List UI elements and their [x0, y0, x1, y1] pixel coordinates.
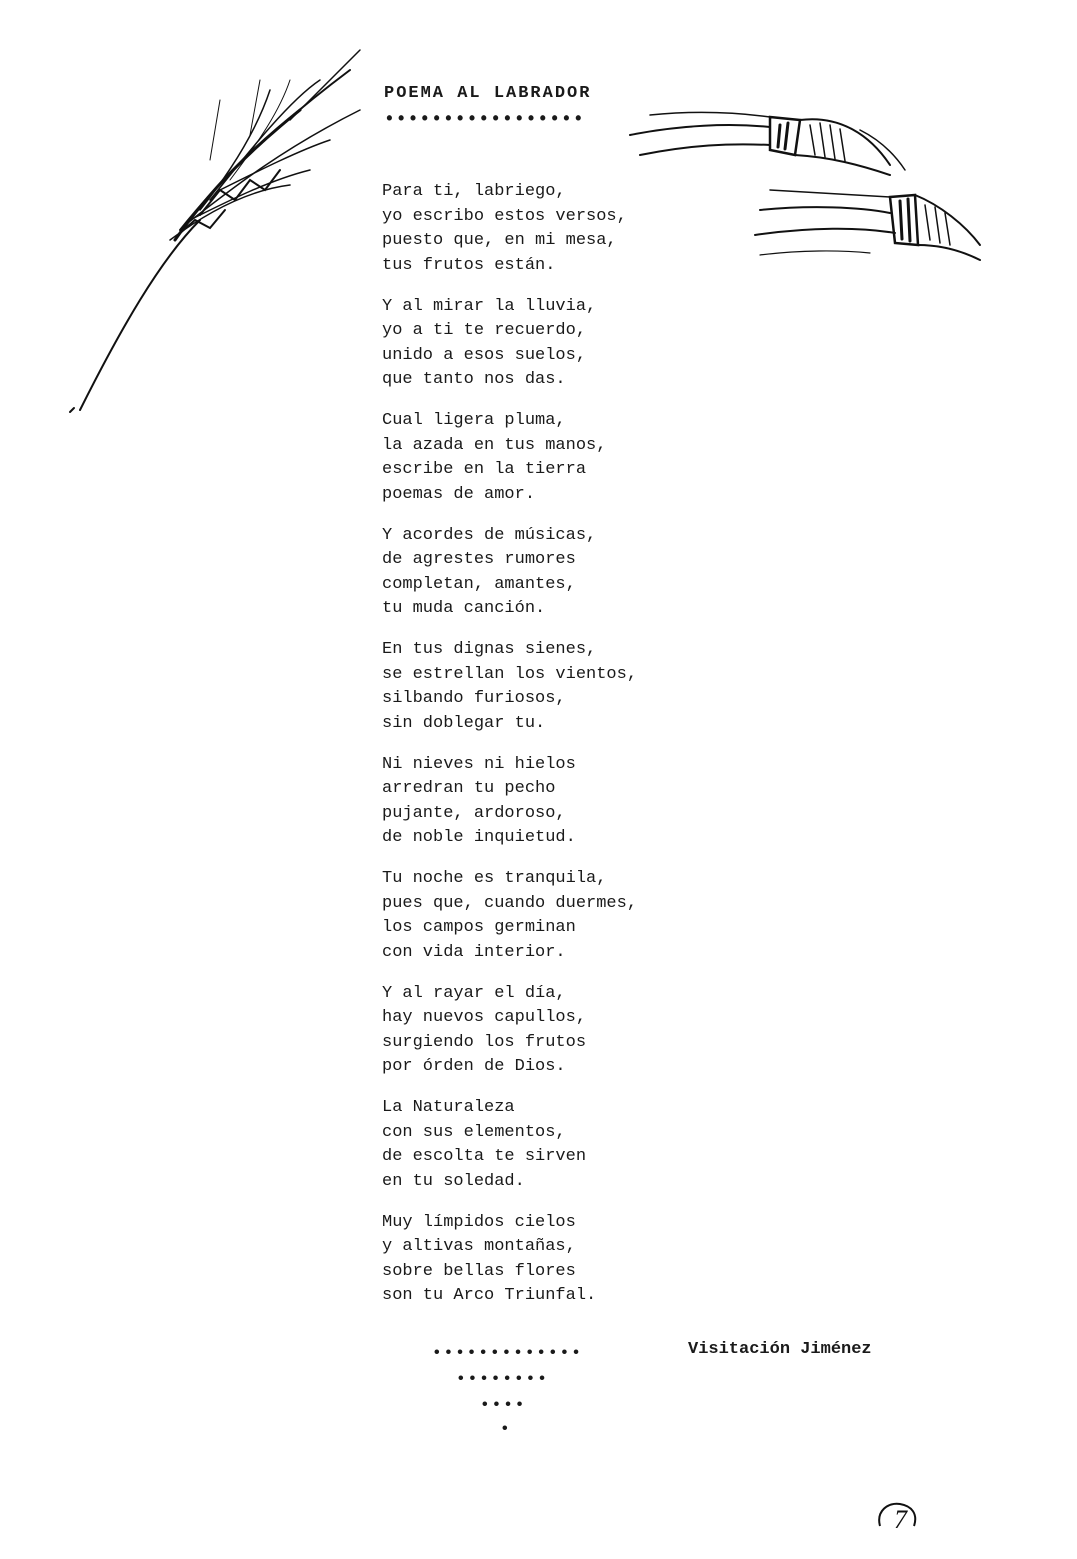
poem-line: tu muda canción. — [382, 599, 546, 618]
poem-line: Y acordes de músicas, — [382, 525, 597, 545]
poem-line: unido a esos suelos, — [382, 345, 587, 365]
poem-stanza — [382, 982, 682, 1080]
poem-line: completan, amantes, — [382, 574, 576, 594]
poem-line: que tanto nos das. — [382, 370, 566, 389]
poem-line: En tus dignas sienes, — [382, 640, 597, 659]
poem-line: Y al mirar la lluvia, — [382, 296, 597, 316]
poem-line: de escolta te sirven — [382, 1147, 587, 1166]
poem-line: yo a ti te recuerdo, — [382, 321, 587, 340]
svg-text:7: 7 — [894, 1505, 907, 1534]
poem-line: son tu Arco Triunfal. — [382, 1286, 597, 1305]
poem-line: hay nuevos capullos, — [382, 1008, 587, 1027]
poem-line: con sus elementos, — [382, 1122, 566, 1142]
footer-dotted-rule: ••••••••••••• — [432, 1344, 583, 1362]
poem-stanza — [382, 524, 682, 622]
poem-line: arredran tu pecho — [382, 779, 556, 798]
poem-stanza — [382, 753, 682, 851]
poem-line: Cual ligera pluma, — [382, 411, 566, 430]
poem-line: la azada en tus manos, — [382, 435, 607, 455]
poem-line: escribe en la tierra — [382, 460, 587, 479]
poem-line: surgiendo los frutos — [382, 1032, 587, 1052]
poem-line: sin doblegar tu. — [382, 713, 546, 733]
poem-stanza — [382, 409, 682, 507]
poem-line: Tu noche es tranquila, — [382, 869, 607, 888]
poem-stanza — [382, 638, 682, 736]
poem-line: tus frutos están. — [382, 255, 556, 275]
poem-line: La Naturaleza — [382, 1098, 515, 1117]
wheat-ear-icon — [60, 40, 380, 420]
page-number — [868, 1496, 928, 1536]
poem-line: puesto que, en mi mesa, — [382, 231, 617, 250]
poem-title: POEMA AL LABRADOR — [384, 84, 592, 103]
poem-line: por órden de Dios. — [382, 1057, 566, 1076]
poem-line: pujante, ardoroso, — [382, 803, 566, 823]
footer-dotted-rule: •••••••• — [456, 1370, 549, 1388]
footer-dotted-rule: • — [500, 1420, 512, 1438]
footer-dotted-rule: •••• — [480, 1396, 527, 1414]
poem-line: sobre bellas flores — [382, 1261, 576, 1281]
poem-line: silbando furiosos, — [382, 689, 566, 708]
poem-body — [382, 180, 682, 1325]
poem-line: yo escribo estos versos, — [382, 206, 627, 226]
poem-line: Y al rayar el día, — [382, 983, 566, 1003]
poem-line: en tu soledad. — [382, 1171, 525, 1191]
poem-stanza — [382, 295, 682, 393]
poem-stanza — [382, 180, 682, 278]
poem-line: y altivas montañas, — [382, 1237, 576, 1256]
poem-line: poemas de amor. — [382, 484, 536, 504]
poem-line: Ni nieves ni hielos — [382, 754, 576, 774]
poem-line: con vida interior. — [382, 942, 566, 962]
author-signature: Visitación Jiménez — [688, 1340, 872, 1359]
title-dotted-rule: ••••••••••••••••• — [384, 110, 585, 130]
poem-stanza — [382, 1096, 682, 1194]
poem-line: de noble inquietud. — [382, 828, 576, 847]
poem-stanza — [382, 867, 682, 965]
poem-stanza — [382, 1211, 682, 1309]
poem-line: Muy límpidos cielos — [382, 1212, 576, 1232]
poem-line: pues que, cuando duermes, — [382, 893, 638, 913]
poem-line: de agrestes rumores — [382, 550, 576, 569]
poem-line: se estrellan los vientos, — [382, 664, 638, 684]
poem-line: Para ti, labriego, — [382, 182, 566, 201]
poem-line: los campos germinan — [382, 918, 576, 937]
